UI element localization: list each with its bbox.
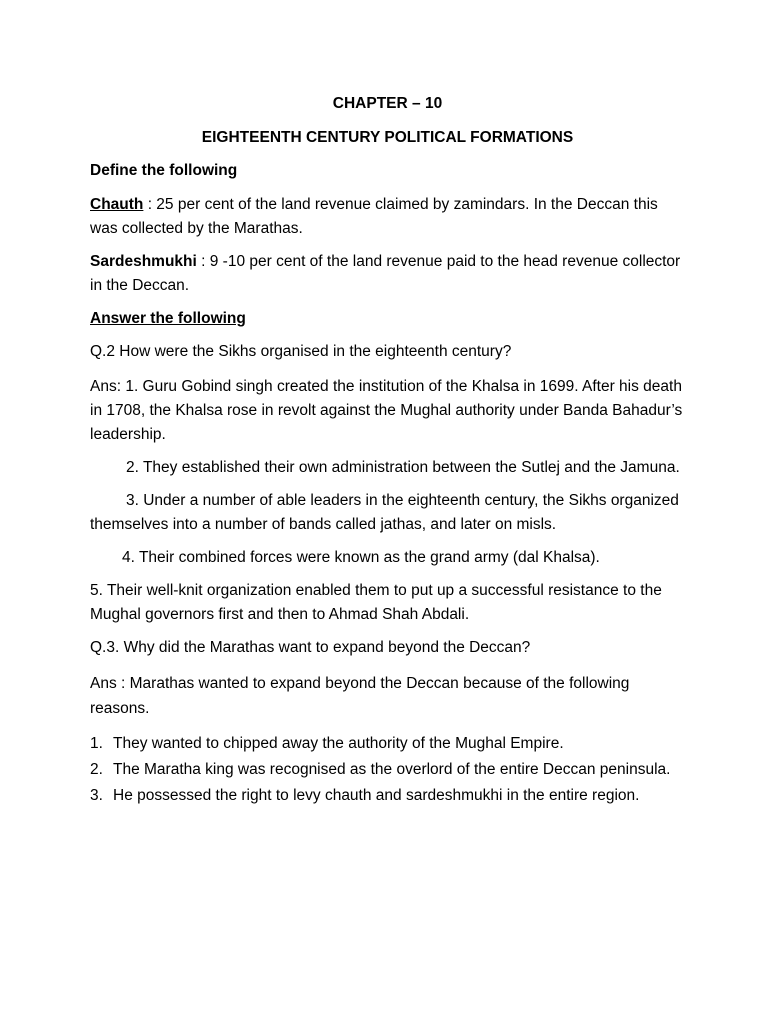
question-2: Q.2 How were the Sikhs organised in the eighteenth century?: [90, 343, 512, 360]
q2-answer-4: 4. Their combined forces were known as the grand army (dal Khalsa).: [122, 549, 600, 566]
list-text: He possessed the right to levy chauth and sardeshmukhi in the entire region.: [113, 787, 640, 804]
list-item: [90, 732, 685, 756]
definition-text: : 9 -10 per cent of the land revenue paid to the head revenue collector in the Deccan.: [90, 253, 681, 294]
q3-answer: Ans : Marathas wanted to expand beyond the Deccan because of the following reasons.: [90, 675, 630, 717]
q2-answer-5: 5. Their well-knit organization enabled them to put up a successful resistance to the Mughal governors first and then to Ahmad Shah Abdali.: [90, 582, 662, 623]
define-heading: Define the following: [90, 162, 238, 179]
list-item: [90, 784, 685, 808]
q2-answer-3: 3. Under a number of able leaders in the eighteenth century, the Sikhs organized themselves into a number of bands called jathas, and later on misls.: [90, 492, 679, 533]
definition-term: Sardeshmukhi: [90, 253, 197, 270]
definition-text: : 25 per cent of the land revenue claimed by zamindars. In the Deccan this was collected by the Marathas.: [90, 196, 658, 237]
list-number: 1.: [90, 735, 103, 752]
q2-answer-2: 2. They established their own administration between the Sutlej and the Jamuna.: [126, 459, 680, 476]
q2-answer-1: Ans: 1. Guru Gobind singh created the institution of the Khalsa in 1699. After his death in 1708, the Khalsa rose in revolt against the Mughal authority under Banda Bahadur’s leadership.: [90, 378, 683, 443]
q3-reasons-list: [90, 732, 685, 808]
list-number: 3.: [90, 787, 103, 804]
document-page: [90, 92, 685, 810]
list-text: They wanted to chipped away the authority of the Mughal Empire.: [113, 735, 564, 752]
definition-sardeshmukhi: [90, 250, 685, 298]
list-number: 2.: [90, 761, 103, 778]
definition-term: Chauth: [90, 196, 144, 213]
chapter-number: CHAPTER – 10: [332, 95, 443, 112]
list-text: The Maratha king was recognised as the overlord of the entire Deccan peninsula.: [113, 761, 671, 778]
list-item: [90, 758, 685, 782]
answer-heading: Answer the following: [90, 310, 246, 327]
chapter-title: EIGHTEENTH CENTURY POLITICAL FORMATIONS: [201, 129, 574, 146]
question-3: Q.3. Why did the Marathas want to expand beyond the Deccan?: [90, 639, 531, 656]
definition-chauth: [90, 193, 685, 241]
